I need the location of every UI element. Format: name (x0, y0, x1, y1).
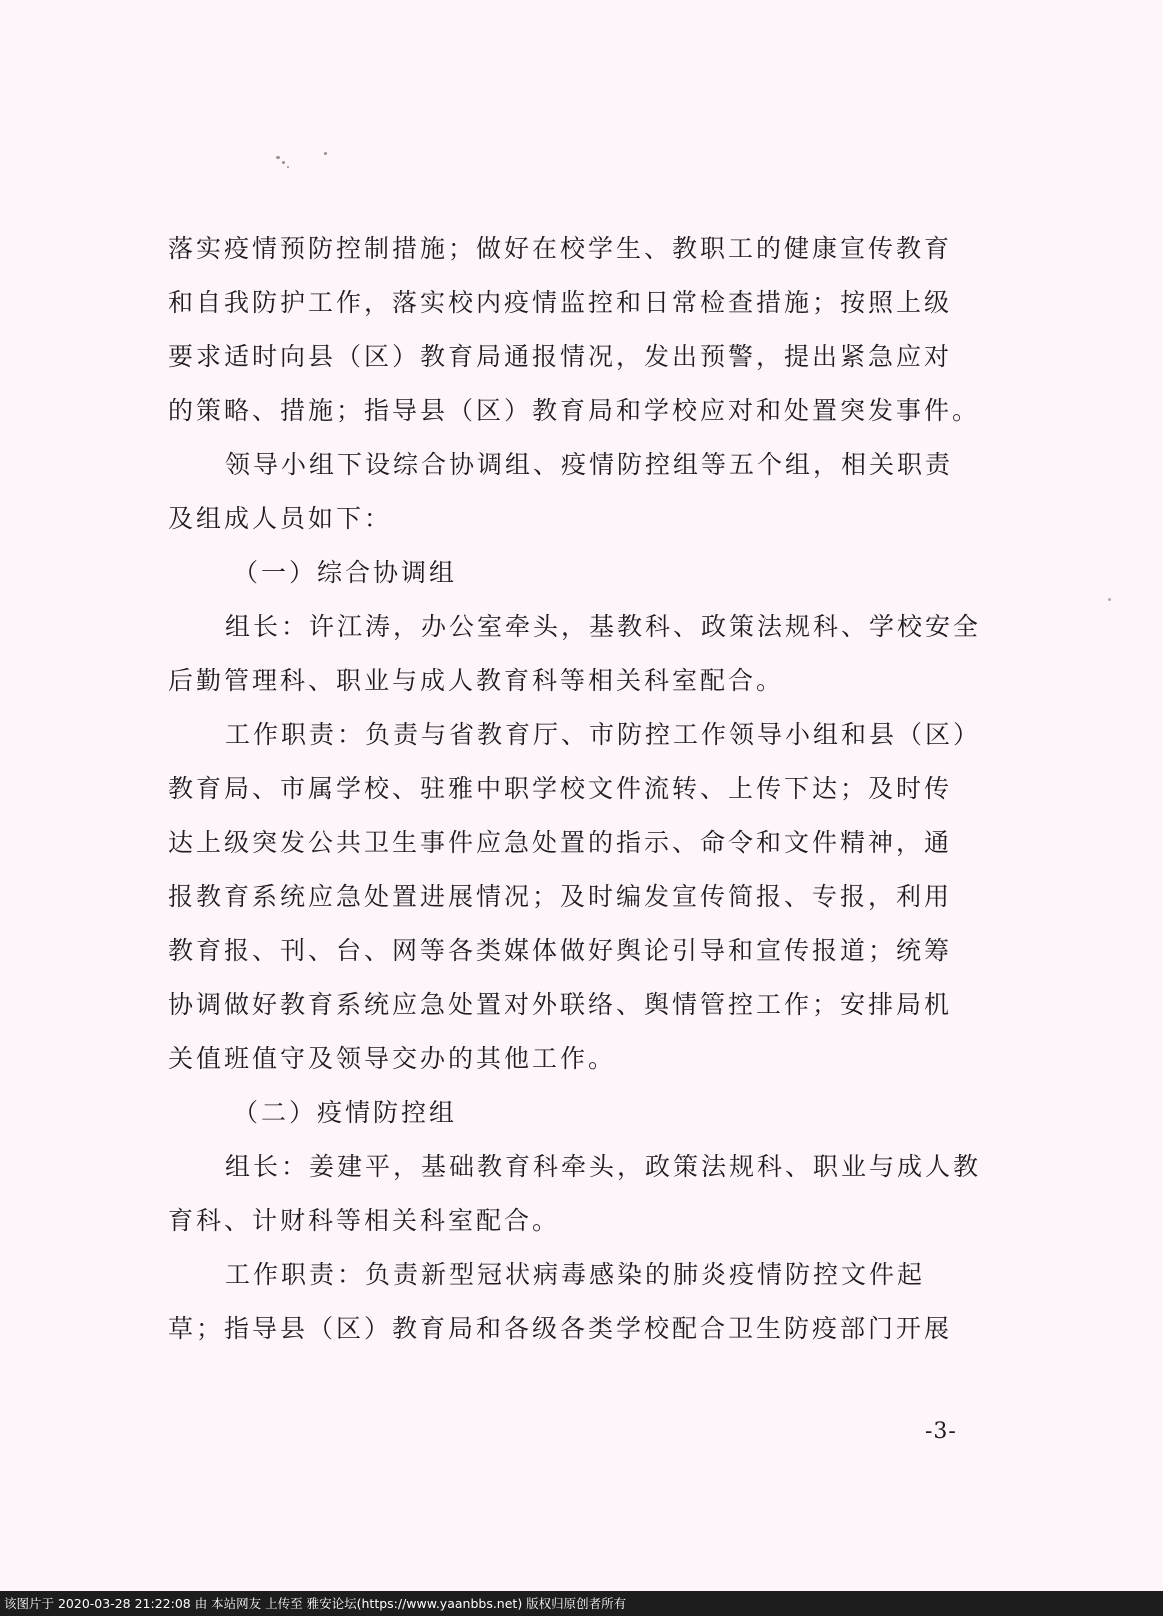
body-line: 领导小组下设综合协调组、疫情防控组等五个组，相关职责 (225, 450, 954, 479)
body-line: 草；指导县（区）教育局和各级各类学校配合卫生防疫部门开展 (168, 1314, 953, 1343)
body-line: 和自我防护工作，落实校内疫情监控和日常检查措施；按照上级 (168, 288, 953, 317)
body-line: 要求适时向县（区）教育局通报情况，发出预警，提出紧急应对 (168, 342, 953, 371)
body-line: 及组成人员如下： (168, 504, 393, 533)
body-line: 落实疫情预防控制措施；做好在校学生、教职工的健康宣传教育 (168, 234, 953, 263)
body-line: 组长：姜建平，基础教育科牵头，政策法规科、职业与成人教 (225, 1152, 982, 1181)
body-line: 关值班值守及领导交办的其他工作。 (168, 1044, 617, 1073)
body-line: 教育报、刊、台、网等各类媒体做好舆论引导和宣传报道；统筹 (168, 936, 953, 965)
section-heading: （二）疫情防控组 (233, 1098, 458, 1127)
body-line: 协调做好教育系统应急处置对外联络、舆情管控工作；安排局机 (168, 990, 953, 1019)
body-line: 工作职责：负责新型冠状病毒感染的肺炎疫情防控文件起 (225, 1260, 926, 1289)
section-heading: （一）综合协调组 (233, 558, 458, 587)
scan-speck (1108, 598, 1111, 601)
document-body (168, 222, 982, 1356)
body-line: 教育局、市属学校、驻雅中职学校文件流转、上传下达；及时传 (168, 774, 953, 803)
body-line: 工作职责：负责与省教育厅、市防控工作领导小组和县（区） (225, 720, 982, 749)
body-line: 育科、计财科等相关科室配合。 (168, 1206, 561, 1235)
body-line: 组长：许江涛，办公室牵头，基教科、政策法规科、学校安全 (225, 612, 982, 641)
upload-footer: 该图片于 2020-03-28 21:22:08 由 本站网友 上传至 雅安论坛(https://www.yaanbbs.net) 版权归原创者所有 (0, 1591, 1163, 1616)
body-line: 达上级突发公共卫生事件应急处置的指示、命令和文件精神，通 (168, 828, 953, 857)
body-line: 的策略、措施；指导县（区）教育局和学校应对和处置突发事件。 (168, 396, 981, 425)
scan-specks (276, 152, 336, 182)
body-line: 报教育系统应急处置进展情况；及时编发宣传简报、专报，利用 (168, 882, 953, 911)
page-number: -3- (925, 1419, 957, 1444)
body-line: 后勤管理科、职业与成人教育科等相关科室配合。 (168, 666, 785, 695)
